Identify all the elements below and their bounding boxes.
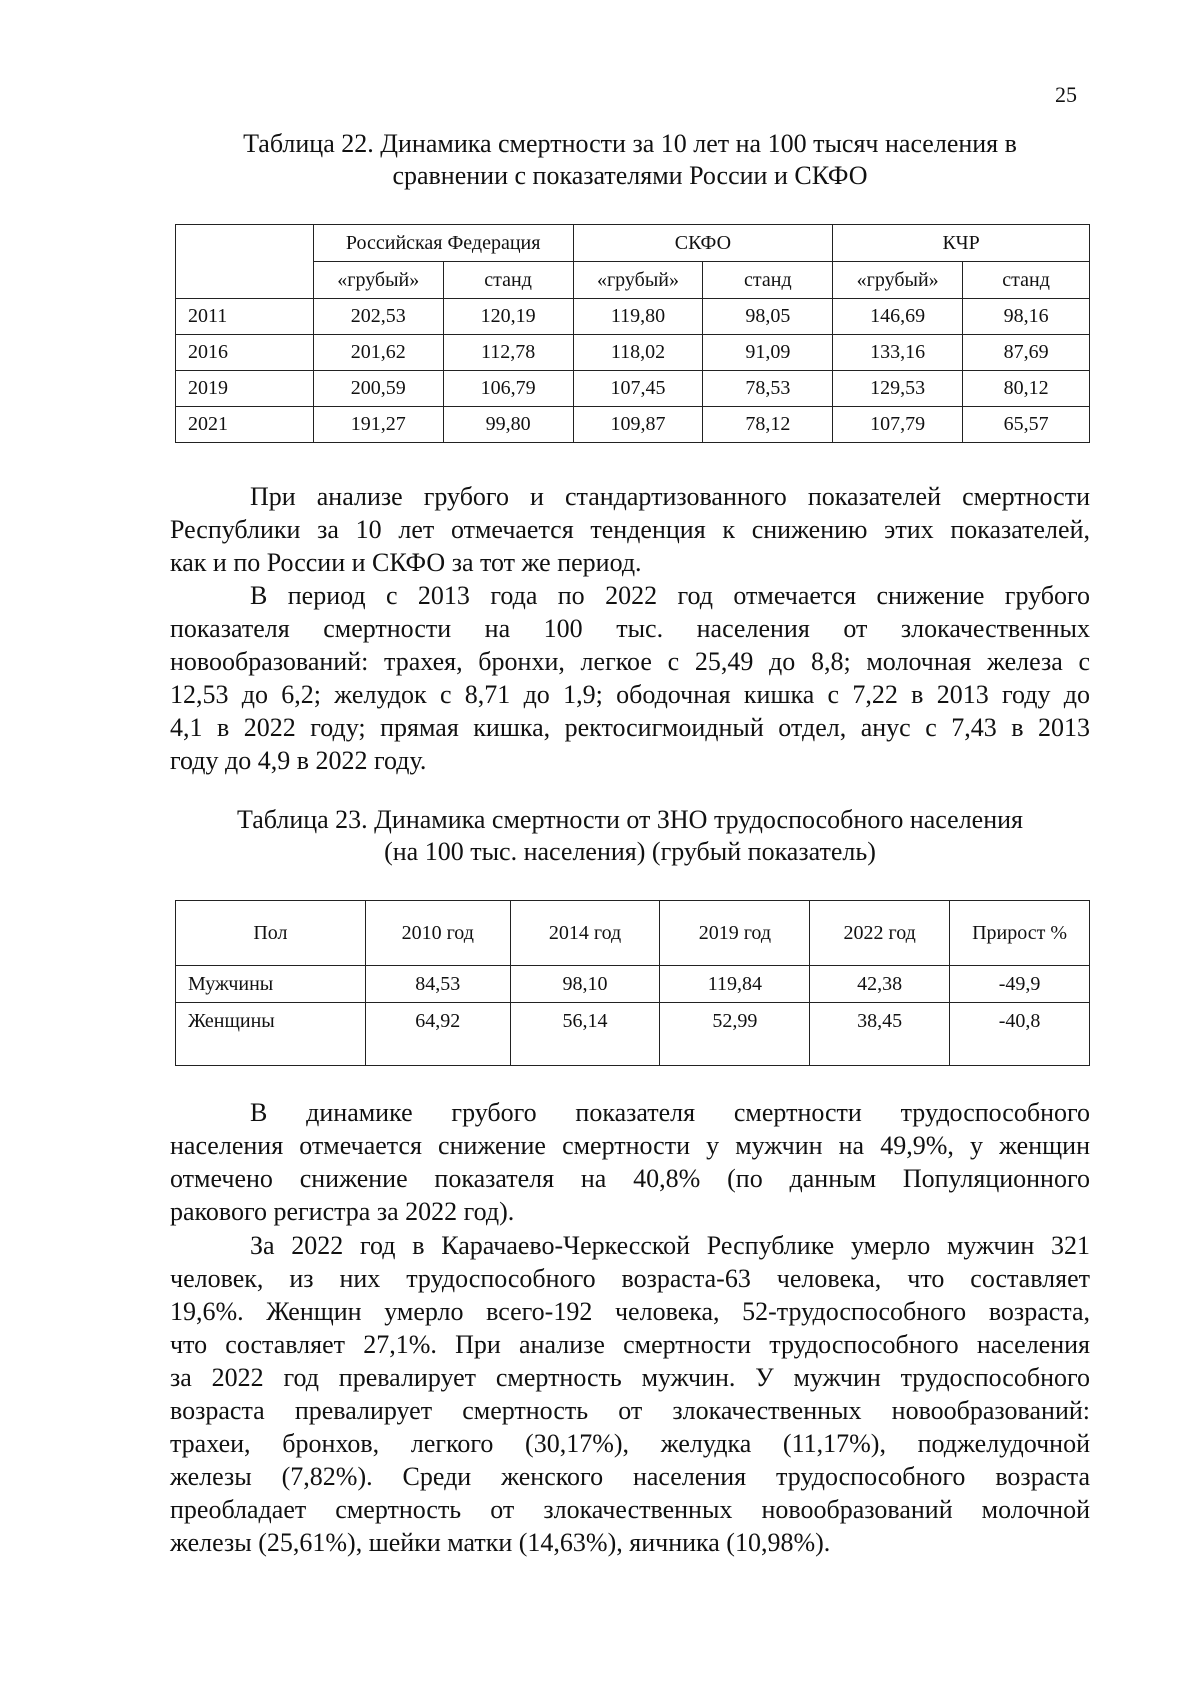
column-group-header: Российская Федерация bbox=[313, 225, 573, 262]
spacer-cell bbox=[810, 1039, 950, 1066]
table-row bbox=[176, 1003, 1090, 1040]
text-line: новообразований: трахея, бронхи, легкое с 25,49 до 8,8; молочная железа с bbox=[170, 647, 1090, 676]
caption-line: Таблица 23. Динамика смертности от ЗНО трудоспособного населения bbox=[236, 805, 1023, 834]
value-cell: 106,79 bbox=[443, 371, 573, 407]
text-line: железы (25,61%), шейки матки (14,63%), яичника (10,98%). bbox=[170, 1528, 831, 1557]
text-line: ракового регистра за 2022 год). bbox=[170, 1197, 515, 1226]
table-22-caption bbox=[170, 128, 1090, 192]
value-cell: 129,53 bbox=[833, 371, 963, 407]
value-cell: 52,99 bbox=[660, 1003, 810, 1040]
column-header: 2014 год bbox=[510, 901, 660, 966]
caption-line: Таблица 22. Динамика смертности за 10 лет на 100 тысяч населения в bbox=[243, 129, 1017, 158]
text-line: возраста превалирует смертность от злокачественных новообразований: bbox=[170, 1396, 1090, 1425]
table-subheader-row bbox=[176, 262, 1090, 299]
text-line: году до 4,9 в 2022 году. bbox=[170, 746, 427, 775]
value-cell: 64,92 bbox=[365, 1003, 510, 1040]
text-line: Республики за 10 лет отмечается тенденция к снижению этих показателей, bbox=[170, 515, 1090, 544]
text-line: преобладает смертность от злокачественных новообразований молочной bbox=[170, 1495, 1090, 1524]
value-cell: 146,69 bbox=[833, 299, 963, 335]
value-cell: 91,09 bbox=[703, 335, 833, 371]
table-row bbox=[176, 966, 1090, 1003]
value-cell: 107,79 bbox=[833, 407, 963, 443]
value-cell: 109,87 bbox=[573, 407, 703, 443]
value-cell: 80,12 bbox=[963, 371, 1090, 407]
column-group-header: КЧР bbox=[833, 225, 1090, 262]
value-cell: 133,16 bbox=[833, 335, 963, 371]
spacer-cell bbox=[510, 1039, 660, 1066]
column-header: Пол bbox=[176, 901, 366, 966]
value-cell: 65,57 bbox=[963, 407, 1090, 443]
paragraph-4 bbox=[170, 1229, 1090, 1559]
year-cell: 2016 bbox=[176, 335, 314, 371]
table-23-caption bbox=[170, 804, 1090, 868]
column-header: 2010 год bbox=[365, 901, 510, 966]
text-line: 12,53 до 6,2; желудок с 8,71 до 1,9; ободочная кишка с 7,22 в 2013 году до bbox=[170, 680, 1090, 709]
value-cell: 42,38 bbox=[810, 966, 950, 1003]
table-row bbox=[176, 407, 1090, 443]
paragraph-3 bbox=[170, 1096, 1090, 1228]
text-line: железы (7,82%). Среди женского населения трудоспособного возраста bbox=[170, 1462, 1090, 1491]
column-header: «грубый» bbox=[313, 262, 443, 299]
text-line: 19,6%. Женщин умерло всего-192 человека, 52-трудоспособного возраста, bbox=[170, 1297, 1090, 1326]
text-line: как и по России и СКФО за тот же период. bbox=[170, 548, 642, 577]
text-line: населения отмечается снижение смертности у мужчин на 49,9%, у женщин bbox=[170, 1131, 1090, 1160]
table-row bbox=[176, 335, 1090, 371]
table-header-row bbox=[176, 225, 1090, 262]
value-cell: 118,02 bbox=[573, 335, 703, 371]
column-group-header: СКФО bbox=[573, 225, 833, 262]
spacer-cell bbox=[365, 1039, 510, 1066]
text-line: трахеи, бронхов, легкого (30,17%), желудка (11,17%), поджелудочной bbox=[170, 1429, 1090, 1458]
table-header-row bbox=[176, 901, 1090, 966]
table-row-spacer bbox=[176, 1039, 1090, 1066]
value-cell: 78,53 bbox=[703, 371, 833, 407]
value-cell: 107,45 bbox=[573, 371, 703, 407]
value-cell: 119,80 bbox=[573, 299, 703, 335]
caption-line: (на 100 тыс. населения) (грубый показатель) bbox=[384, 837, 876, 866]
sex-cell: Мужчины bbox=[176, 966, 366, 1003]
column-header: 2019 год bbox=[660, 901, 810, 966]
value-cell: 191,27 bbox=[313, 407, 443, 443]
column-header: станд bbox=[963, 262, 1090, 299]
value-cell: 99,80 bbox=[443, 407, 573, 443]
value-cell: 84,53 bbox=[365, 966, 510, 1003]
spacer-cell bbox=[950, 1039, 1090, 1066]
page-number: 25 bbox=[1055, 82, 1077, 107]
value-cell: 202,53 bbox=[313, 299, 443, 335]
value-cell: 98,10 bbox=[510, 966, 660, 1003]
table-header-empty-cell bbox=[176, 225, 314, 299]
text-line: За 2022 год в Карачаево-Черкесской Республике умерло мужчин 321 bbox=[250, 1231, 1090, 1260]
value-cell: 201,62 bbox=[313, 335, 443, 371]
text-line: 4,1 в 2022 году; прямая кишка, ректосигмоидный отдел, анус с 7,43 в 2013 bbox=[170, 713, 1090, 742]
spacer-cell bbox=[660, 1039, 810, 1066]
text-line: В динамике грубого показателя смертности трудоспособного bbox=[250, 1098, 1090, 1127]
value-cell: 120,19 bbox=[443, 299, 573, 335]
column-header: 2022 год bbox=[810, 901, 950, 966]
table-row bbox=[176, 299, 1090, 335]
column-header: «грубый» bbox=[833, 262, 963, 299]
value-cell: -49,9 bbox=[950, 966, 1090, 1003]
value-cell: -40,8 bbox=[950, 1003, 1090, 1040]
year-cell: 2011 bbox=[176, 299, 314, 335]
value-cell: 112,78 bbox=[443, 335, 573, 371]
paragraph-2 bbox=[170, 579, 1090, 777]
value-cell: 200,59 bbox=[313, 371, 443, 407]
spacer-cell bbox=[176, 1039, 366, 1066]
text-line: за 2022 год превалирует смертность мужчин. У мужчин трудоспособного bbox=[170, 1363, 1090, 1392]
value-cell: 98,16 bbox=[963, 299, 1090, 335]
column-header: станд bbox=[703, 262, 833, 299]
paragraph-1 bbox=[170, 480, 1090, 579]
value-cell: 119,84 bbox=[660, 966, 810, 1003]
text-line: отмечено снижение показателя на 40,8% (по данным Популяционного bbox=[170, 1164, 1090, 1193]
table-22 bbox=[175, 224, 1090, 443]
text-line: показателя смертности на 100 тыс. населения от злокачественных bbox=[170, 614, 1090, 643]
value-cell: 98,05 bbox=[703, 299, 833, 335]
column-header: станд bbox=[443, 262, 573, 299]
sex-cell: Женщины bbox=[176, 1003, 366, 1040]
text-line: человек, из них трудоспособного возраста-63 человека, что составляет bbox=[170, 1264, 1090, 1293]
text-line: что составляет 27,1%. При анализе смертности трудоспособного населения bbox=[170, 1330, 1090, 1359]
table-row bbox=[176, 371, 1090, 407]
column-header: Прирост % bbox=[950, 901, 1090, 966]
text-line: При анализе грубого и стандартизованного показателей смертности bbox=[250, 482, 1090, 511]
year-cell: 2019 bbox=[176, 371, 314, 407]
value-cell: 78,12 bbox=[703, 407, 833, 443]
table-23 bbox=[175, 900, 1090, 1066]
value-cell: 38,45 bbox=[810, 1003, 950, 1040]
year-cell: 2021 bbox=[176, 407, 314, 443]
column-header: «грубый» bbox=[573, 262, 703, 299]
value-cell: 87,69 bbox=[963, 335, 1090, 371]
value-cell: 56,14 bbox=[510, 1003, 660, 1040]
text-line: В период с 2013 года по 2022 год отмечается снижение грубого bbox=[250, 581, 1090, 610]
caption-line: сравнении с показателями России и СКФО bbox=[392, 161, 868, 190]
